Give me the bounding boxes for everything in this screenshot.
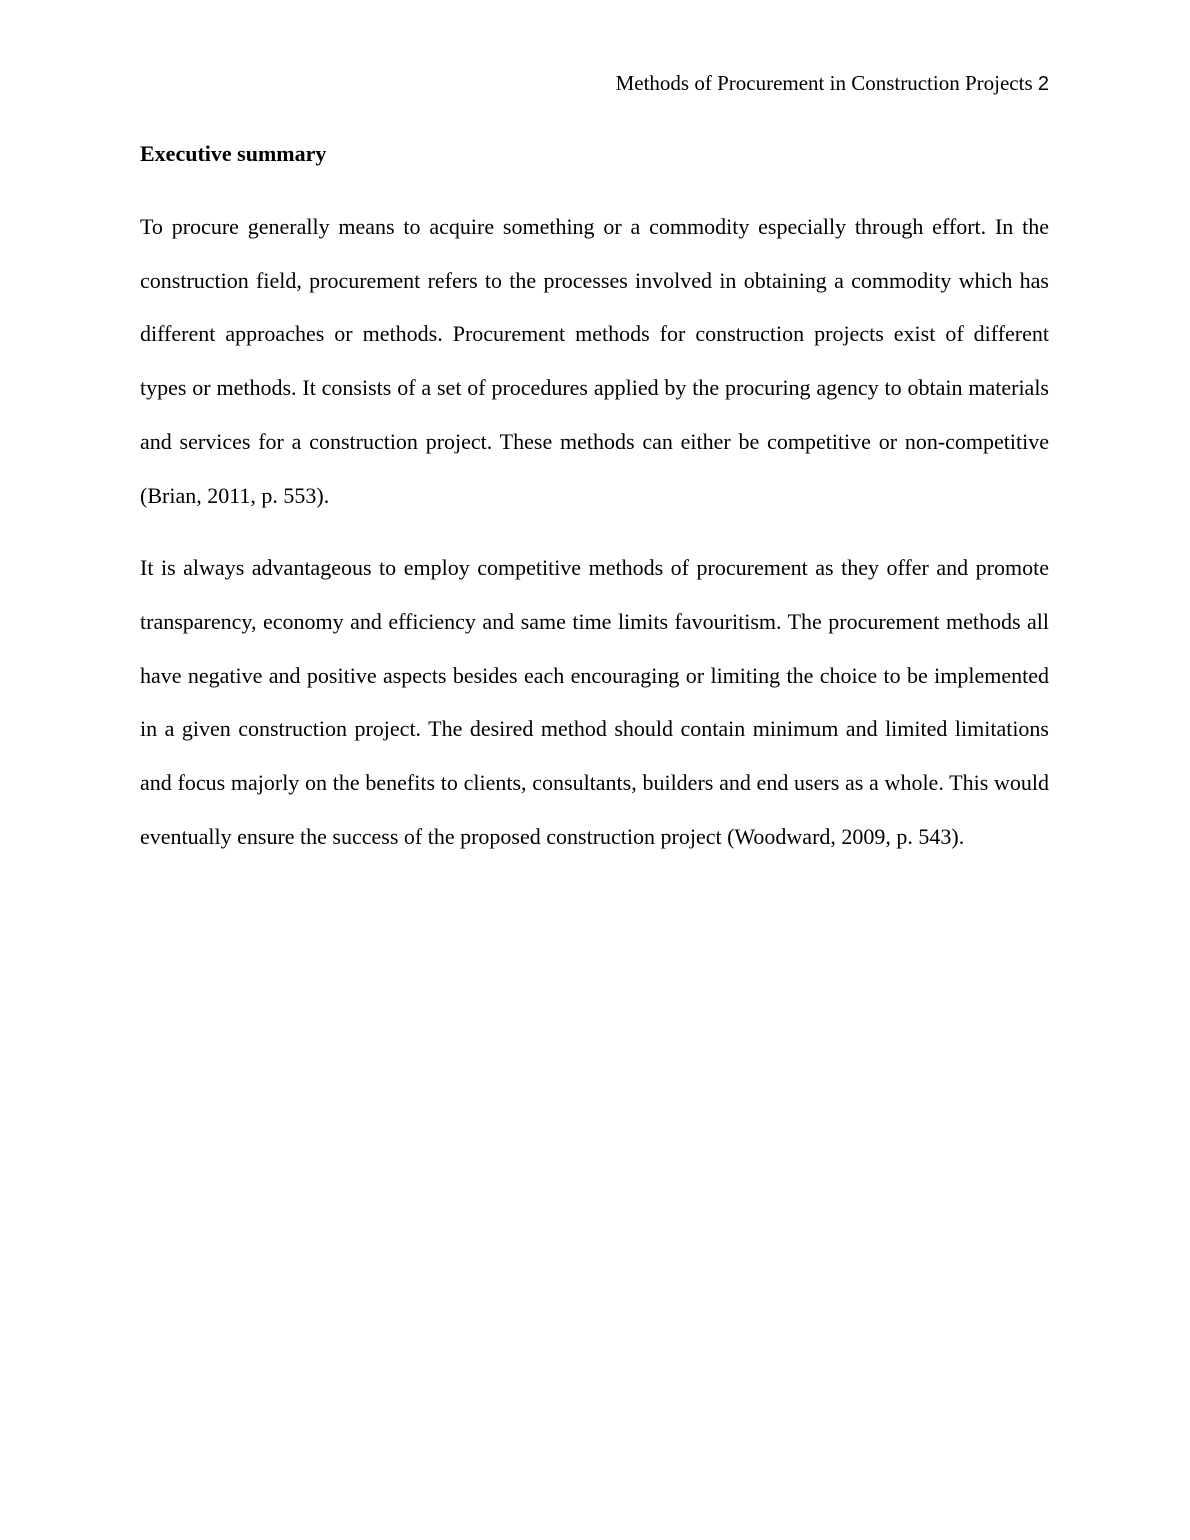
section-heading: Executive summary — [140, 141, 327, 166]
document-body — [140, 140, 1049, 863]
paragraph-1: To procure generally means to acquire something or a commodity especially through effort. In the construction field, procurement refers to the processes involved in obtaining a commodity which has different approaches or methods. Procurement methods for construction projects exist of different types or methods. It consists of a set of procedures applied by the procuring agency to obtain materials and services for a construction project. These methods can either be competitive or non-competitive (Brian, 2011, p. 553). — [140, 214, 1049, 508]
running-header — [616, 70, 1049, 97]
running-title: Methods of Procurement in Construction Projects — [615, 71, 1033, 95]
paragraph-2: It is always advantageous to employ competitive methods of procurement as they offer and promote transparency, economy and efficiency and same time limits favouritism. The procurement methods all have negative and positive aspects besides each encouraging or limiting the choice to be implemented in a given construction project. The desired method should contain minimum and limited limitations and focus majorly on the benefits to clients, consultants, builders and end users as a whole. This would eventually ensure the success of the proposed construction project (Woodward, 2009, p. 543). — [140, 555, 1049, 849]
page-number: 2 — [1037, 73, 1049, 95]
